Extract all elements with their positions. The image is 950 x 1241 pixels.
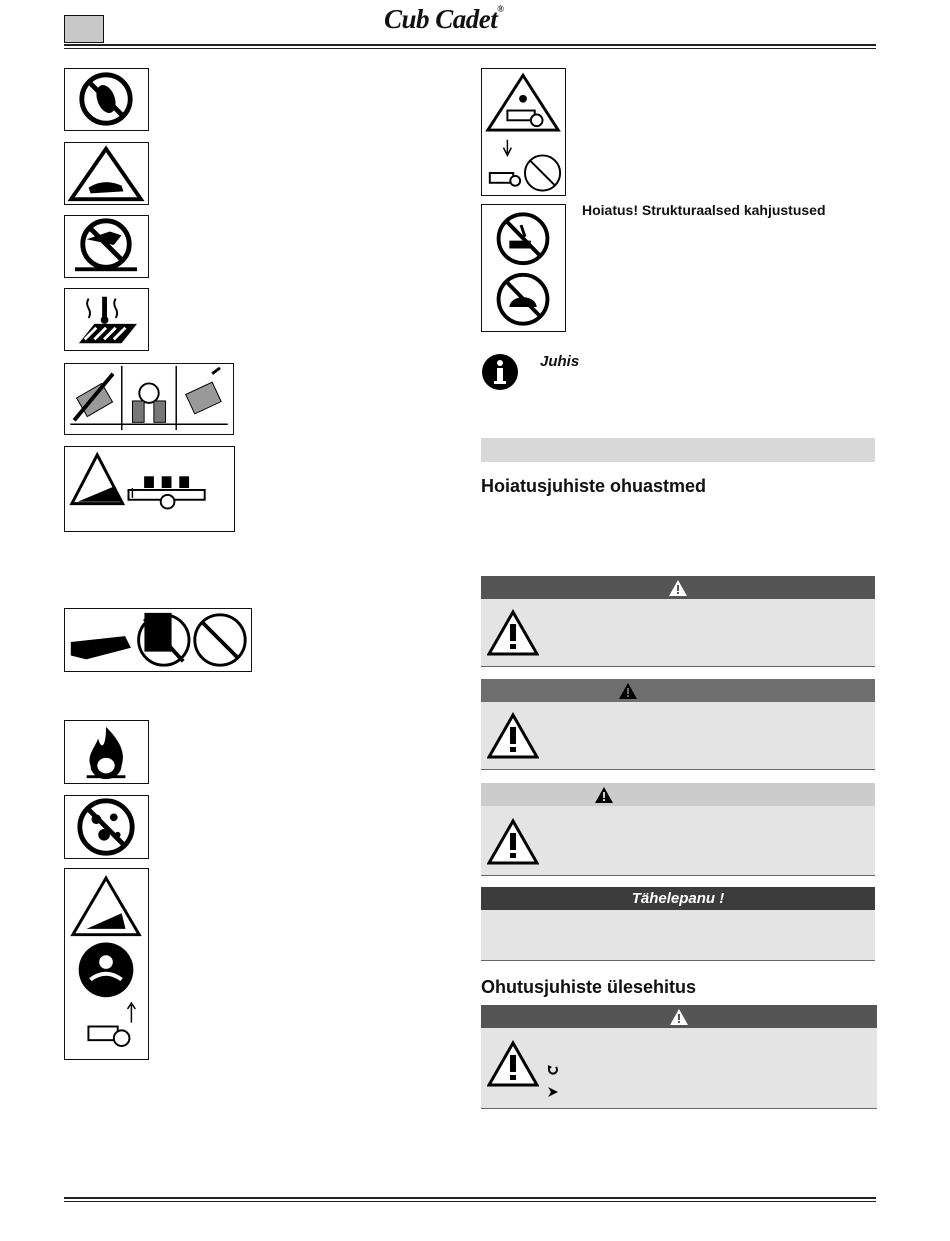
- rollover-icon: [64, 363, 234, 435]
- warning-body: [481, 702, 875, 770]
- structure-body: [481, 1028, 877, 1109]
- note-label: Juhis: [540, 353, 580, 370]
- hand-crush-warning-icon: [64, 142, 149, 205]
- warning-box: [481, 679, 875, 770]
- fire-icon: [64, 720, 149, 784]
- header-rule: [64, 44, 876, 46]
- blade-foot-hazard-icon: [64, 608, 252, 672]
- caution-header: [481, 783, 875, 806]
- warning-triangle-icon: [487, 609, 539, 657]
- attention-body: [481, 910, 875, 961]
- warning-triangle-icon: [618, 682, 638, 700]
- attention-box: [481, 887, 875, 961]
- no-stepping-icon: [64, 68, 149, 131]
- warning-header: [481, 679, 875, 702]
- slope-seatbelt-icon: [64, 868, 149, 1060]
- no-hand-in-blade-icon: [64, 215, 149, 278]
- hot-surface-icon: [64, 288, 149, 351]
- danger-box: [481, 576, 875, 667]
- warning-triangle-icon: [487, 818, 539, 866]
- footer-rule: [64, 1197, 876, 1199]
- structure-example-box: [481, 1005, 877, 1109]
- structural-damage-caption: Hoiatus! Strukturaalsed kahjustused: [582, 202, 826, 218]
- slope-ballast-icon: [64, 446, 235, 532]
- warning-triangle-icon: [669, 1008, 689, 1026]
- danger-header: [481, 576, 875, 599]
- caution-box: [481, 783, 875, 876]
- structure-header: [481, 1005, 877, 1028]
- riding-mower-warning-icon: [481, 68, 566, 196]
- brand-logo: Cub Cadet®: [384, 4, 504, 34]
- arrowhead-icon: [547, 1086, 559, 1098]
- warning-triangle-icon: [487, 1040, 539, 1088]
- heading-warning-levels: Hoiatusjuhiste ohuastmed: [481, 476, 707, 496]
- page-number-box: [64, 15, 104, 43]
- return-arrow-icon: [547, 1064, 559, 1076]
- attention-header: Tähelepanu !: [481, 887, 875, 910]
- heading-structure: Ohutusjuhiste ülesehitus: [481, 977, 697, 997]
- info-icon: [481, 353, 519, 391]
- no-debris-icon: [64, 795, 149, 859]
- header-rule-thin: [64, 48, 876, 49]
- section-bar: [481, 438, 875, 462]
- caution-body: [481, 806, 875, 876]
- danger-body: [481, 599, 875, 667]
- footer-rule-thin: [64, 1201, 876, 1202]
- no-welding-icon: [481, 204, 566, 332]
- warning-triangle-icon: [487, 712, 539, 760]
- warning-triangle-icon: [594, 786, 614, 804]
- warning-triangle-icon: [668, 579, 688, 597]
